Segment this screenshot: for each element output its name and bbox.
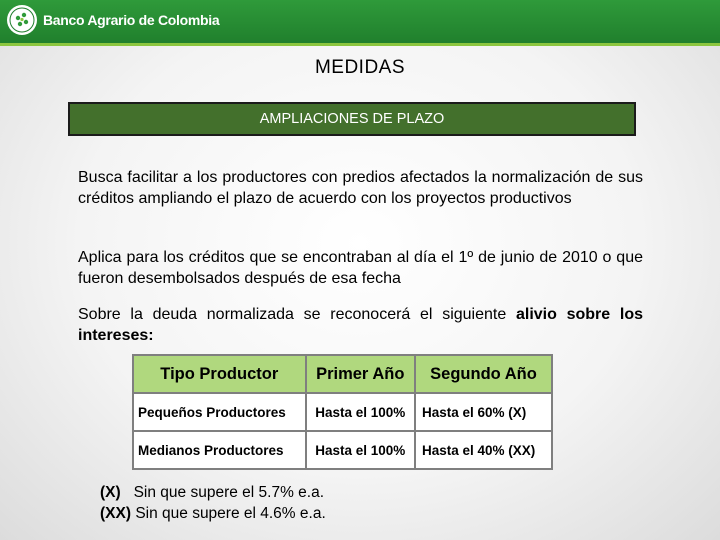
relief-emphasis: alivio sobre los intereses: — [78, 306, 643, 344]
footnote-marker: (X) — [100, 484, 121, 501]
paragraph-purpose: Busca facilitar a los productores con predios afectados la normalización de sus créditos ampliando el plazo de acuerdo con los proyectos productivos — [78, 169, 643, 207]
section-banner: AMPLIACIONES DE PLAZO — [68, 102, 636, 136]
table-header-row — [133, 355, 552, 393]
paragraph-applicability: Aplica para los créditos que se encontraban al día el 1º de junio de 2010 o que fueron desembolsados después de esa fecha — [78, 249, 643, 287]
bank-name: Banco Agrario de Colombia — [43, 12, 220, 28]
table-cell: Hasta el 60% (X) — [415, 393, 552, 431]
footnote-xx — [100, 503, 326, 524]
table-cell: Hasta el 100% — [306, 431, 415, 469]
footnotes — [100, 482, 326, 524]
table-cell: Hasta el 100% — [306, 393, 415, 431]
table-row — [133, 431, 552, 469]
bank-emblem-icon — [7, 5, 37, 35]
table-cell: Medianos Productores — [133, 431, 306, 469]
header-bar — [0, 0, 720, 46]
bank-logo — [7, 5, 219, 35]
paragraph-relief — [78, 304, 643, 346]
footnote-text: Sin que supere el 5.7% e.a. — [133, 484, 325, 501]
footnote-x — [100, 482, 326, 503]
header-segundo-ano: Segundo Año — [415, 355, 552, 393]
table-row — [133, 393, 552, 431]
header-primer-ano: Primer Año — [306, 355, 415, 393]
table-cell: Hasta el 40% (XX) — [415, 431, 552, 469]
page-title: MEDIDAS — [314, 57, 406, 78]
relief-text: Sobre la deuda normalizada se reconocerá el siguiente — [78, 306, 516, 323]
footnote-text: Sin que supere el 4.6% e.a. — [135, 505, 326, 522]
relief-table — [132, 354, 553, 470]
footnote-marker: (XX) — [100, 505, 131, 522]
table-cell: Pequeños Productores — [133, 393, 306, 431]
header-tipo-productor: Tipo Productor — [133, 355, 306, 393]
